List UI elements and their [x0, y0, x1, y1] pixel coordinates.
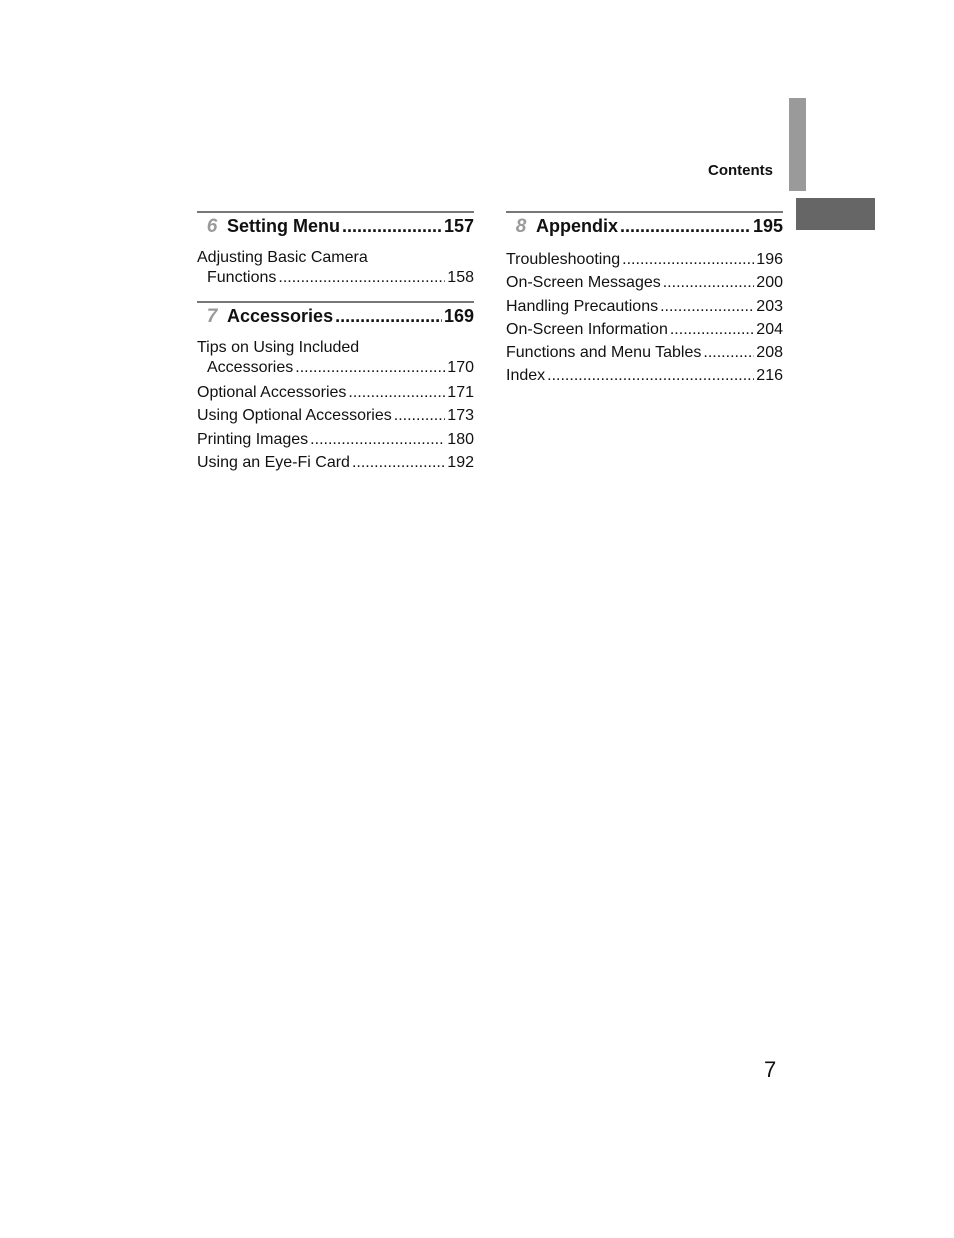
toc-entry[interactable] [506, 295, 783, 318]
entry-title: Troubleshooting [506, 251, 621, 268]
dot-leader [703, 341, 754, 364]
entry-page: 204 [756, 320, 783, 338]
dot-leader [348, 381, 445, 404]
entry-page: 180 [447, 430, 474, 448]
toc-entry-continued[interactable] [197, 358, 474, 378]
section-number: 8 [515, 216, 527, 237]
section-page: 195 [752, 216, 783, 236]
section-page: 169 [443, 306, 474, 326]
toc-entry[interactable] [506, 318, 783, 341]
section-number: 7 [206, 306, 218, 327]
toc-section-7 [197, 301, 474, 474]
dot-leader [352, 451, 445, 474]
toc-entry[interactable] [197, 338, 474, 358]
entry-page: 173 [447, 407, 474, 425]
entry-page: 171 [447, 384, 474, 401]
dot-leader [547, 364, 754, 387]
entry-title: On-Screen Messages [506, 274, 661, 292]
toc-entry[interactable] [197, 428, 474, 451]
entry-title: Functions [207, 269, 277, 286]
section-page: 157 [443, 216, 474, 236]
toc-entry[interactable] [506, 341, 783, 364]
toc-entry-continued[interactable] [197, 268, 474, 288]
dot-leader [295, 358, 445, 378]
entry-title: Optional Accessories [197, 384, 347, 401]
entry-page: 208 [756, 344, 783, 362]
toc-entry[interactable] [506, 248, 783, 271]
entry-title: Adjusting Basic Camera [197, 249, 368, 266]
toc-column-left [197, 211, 474, 474]
toc-entries [506, 248, 783, 388]
entry-page: 170 [447, 359, 474, 376]
toc-entry[interactable] [197, 248, 474, 268]
entry-page: 216 [756, 367, 783, 385]
section-heading[interactable] [197, 301, 474, 334]
entry-title: On-Screen Information [506, 320, 668, 338]
toc-entry[interactable] [197, 451, 474, 474]
dot-leader [670, 318, 754, 341]
dot-leader [335, 306, 442, 327]
section-number: 6 [206, 216, 218, 237]
entry-title: Accessories [207, 359, 294, 376]
entry-page: 196 [756, 251, 783, 268]
section-title: Setting Menu [227, 216, 340, 236]
entry-page: 192 [447, 453, 474, 471]
section-title: Accessories [227, 306, 334, 326]
entry-page: 203 [756, 297, 783, 315]
dot-leader [660, 295, 754, 318]
entry-title: Index [506, 367, 546, 385]
toc-entries [197, 338, 474, 474]
entry-title: Handling Precautions [506, 297, 659, 315]
dot-leader [394, 404, 446, 427]
running-header: Contents [708, 162, 773, 179]
entry-title: Using an Eye-Fi Card [197, 453, 350, 471]
page-number: 7 [764, 1057, 777, 1082]
chapter-tab-marker [796, 198, 875, 230]
toc-entry[interactable] [197, 381, 474, 404]
chapter-tab-vertical [789, 98, 806, 191]
toc-section-8 [506, 211, 783, 388]
entry-page: 200 [756, 274, 783, 292]
entry-page: 158 [447, 269, 474, 286]
dot-leader [310, 428, 445, 451]
toc-entries [197, 248, 474, 288]
section-title: Appendix [536, 216, 619, 236]
toc-entry[interactable] [197, 404, 474, 427]
section-heading[interactable] [506, 211, 783, 244]
dot-leader [622, 248, 754, 271]
entry-title: Printing Images [197, 430, 309, 448]
toc-section-6 [197, 211, 474, 288]
entry-title: Functions and Menu Tables [506, 344, 702, 362]
toc-column-right [506, 211, 783, 388]
entry-title: Tips on Using Included [197, 339, 360, 356]
dot-leader [620, 216, 751, 237]
section-heading[interactable] [197, 211, 474, 244]
dot-leader [663, 271, 755, 294]
toc-entry[interactable] [506, 364, 783, 387]
dot-leader [342, 216, 442, 237]
dot-leader [278, 268, 445, 288]
toc-entry[interactable] [506, 271, 783, 294]
entry-title: Using Optional Accessories [197, 407, 392, 425]
